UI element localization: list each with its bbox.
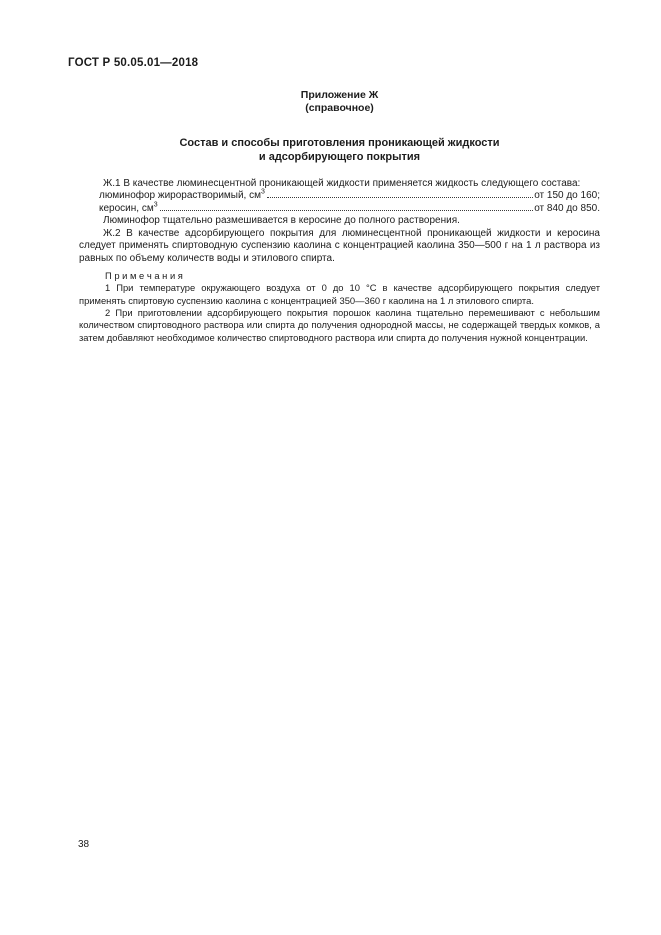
appendix-title	[79, 137, 600, 164]
composition-label-text: керосин, см	[99, 202, 154, 214]
appendix-type: (справочное)	[305, 101, 374, 114]
composition-value: от 150 до 160;	[534, 190, 600, 202]
composition-label-sup: 3	[153, 201, 158, 209]
paragraph-mixing: Люминофор тщательно размешивается в керосине до полного растворения.	[103, 215, 460, 227]
dot-leader	[160, 210, 534, 211]
page-number: 38	[78, 839, 90, 850]
notes-section	[79, 270, 600, 344]
composition-value: от 840 до 850.	[534, 202, 600, 214]
dot-leader	[267, 197, 533, 198]
composition-row-kerosene	[79, 203, 600, 215]
body-text	[79, 178, 600, 265]
composition-label-text: люминофор жирорастворимый, см	[99, 190, 261, 202]
note-item-2: 2 При приготовлении адсорбирующего покрытия порошок каолина тщательно перемешивают с небольшим количеством спиртоводного раствора или спирта до получения однородной массы, не содержащей твердых комков, а затем добавляют необходимое количество спиртоводного раствора или спирта до получения нужной концентрации.	[79, 307, 600, 343]
paragraph-zh1: Ж.1 В качестве люминесцентной проникающей жидкости применяется жидкость следующего состава:	[103, 178, 581, 189]
composition-label	[99, 203, 158, 215]
note-item-1: 1 При температуре окружающего воздуха от 0 до 10 °С в качестве адсорбирующего покрытия следует применять спиртовую суспензию каолина с концентрацией 350—360 г каолина на 1 л этилового спирта.	[79, 282, 600, 306]
composition-label	[99, 190, 265, 202]
notes-heading: П р и м е ч а н и я	[105, 270, 183, 282]
standard-designation: ГОСТ Р 50.05.01—2018	[68, 57, 199, 69]
paragraph-zh2: Ж.2 В качестве адсорбирующего покрытия для люминесцентной проникающей жидкости и керосина следует применять спиртоводную суспензию каолина с концентрацией каолина 350—500 г на 1 л раствора из равных по объему количеств воды и этилового спирта.	[79, 227, 600, 264]
page-content	[79, 89, 600, 344]
composition-label-sup: 3	[261, 189, 265, 197]
appendix-title-line2: и адсорбирующего покрытия	[258, 150, 421, 163]
appendix-label: Приложение Ж	[300, 89, 379, 101]
appendix-title-line1: Состав и способы приготовления проникающей жидкости	[179, 137, 500, 149]
